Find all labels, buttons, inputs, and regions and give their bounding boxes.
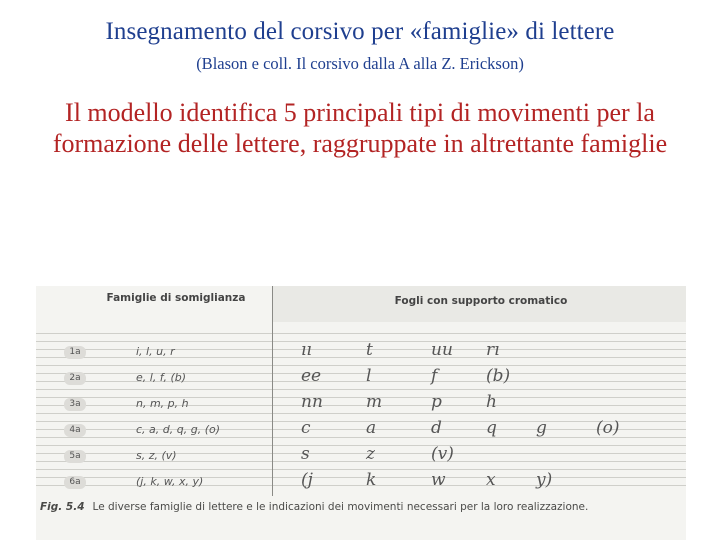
cursive-glyph: h bbox=[486, 392, 497, 412]
family-letters: n, m, p, h bbox=[136, 397, 189, 410]
cursive-glyph: k bbox=[366, 470, 377, 490]
family-letters: e, l, f, (b) bbox=[136, 371, 187, 384]
header-famiglia: Famiglie di somiglianza bbox=[106, 292, 246, 304]
cursive-glyph: ee bbox=[301, 366, 322, 386]
cursive-glyph: z bbox=[366, 444, 375, 464]
cursive-glyph: q bbox=[486, 418, 497, 438]
family-rank-badge: 2a bbox=[64, 372, 86, 385]
cursive-glyph: d bbox=[431, 418, 442, 438]
cursive-glyph: (j bbox=[301, 470, 313, 490]
slide-title: Insegnamento del corsivo per «famiglie» di lettere bbox=[105, 18, 615, 45]
cursive-glyph: ıı bbox=[301, 340, 312, 360]
family-letters: s, z, (v) bbox=[136, 449, 177, 462]
scanned-figure bbox=[36, 286, 686, 540]
cursive-glyph: p bbox=[431, 392, 442, 412]
cursive-glyph: nn bbox=[301, 392, 323, 412]
cursive-glyph: l bbox=[366, 366, 372, 386]
slide-body-text: Il modello identifica 5 principali tipi di movimenti per la formazione delle lettere, raggruppate in altrettante famiglie bbox=[52, 98, 668, 158]
family-letters: i, l, u, r bbox=[136, 345, 175, 358]
caption-text: Le diverse famiglie di lettere e le indicazioni dei movimenti necessari per la loro realizzazione. bbox=[92, 501, 589, 513]
family-letters: (j, k, w, x, y) bbox=[136, 475, 204, 488]
header-fogli: Fogli con supporto cromatico bbox=[394, 295, 568, 307]
cursive-glyph: c bbox=[301, 418, 311, 438]
family-letters: c, a, d, q, g, (o) bbox=[136, 423, 221, 436]
caption-label: Fig. 5.4 bbox=[40, 501, 85, 513]
slide-subtitle: (Blason e coll. Il corsivo dalla A alla Z. Erickson) bbox=[196, 54, 524, 73]
cursive-glyph: (b) bbox=[486, 366, 511, 386]
cursive-glyph: a bbox=[366, 418, 377, 438]
family-rank-badge: 4a bbox=[64, 424, 86, 437]
cursive-glyph: s bbox=[301, 444, 310, 464]
cursive-glyph: f bbox=[431, 366, 438, 386]
cursive-glyph: x bbox=[486, 470, 496, 490]
cursive-glyph: rı bbox=[486, 340, 500, 360]
cursive-glyph: m bbox=[366, 392, 383, 412]
family-row bbox=[36, 366, 686, 398]
cursive-glyph: g bbox=[536, 418, 547, 438]
cursive-glyph: w bbox=[431, 470, 446, 490]
family-rank-badge: 5a bbox=[64, 450, 86, 463]
family-row bbox=[36, 392, 686, 424]
family-row bbox=[36, 418, 686, 450]
cursive-glyph: t bbox=[366, 340, 373, 360]
figure-caption bbox=[40, 502, 680, 513]
cursive-glyph: uu bbox=[431, 340, 453, 360]
cursive-glyph: (v) bbox=[431, 444, 454, 464]
family-row bbox=[36, 340, 686, 372]
family-rank-badge: 6a bbox=[64, 476, 86, 489]
cursive-glyph: (o) bbox=[596, 418, 620, 438]
family-rank-badge: 1a bbox=[64, 346, 86, 359]
cursive-glyph: y) bbox=[536, 470, 553, 490]
family-rank-badge: 3a bbox=[64, 398, 86, 411]
family-row bbox=[36, 470, 686, 502]
family-row bbox=[36, 444, 686, 476]
